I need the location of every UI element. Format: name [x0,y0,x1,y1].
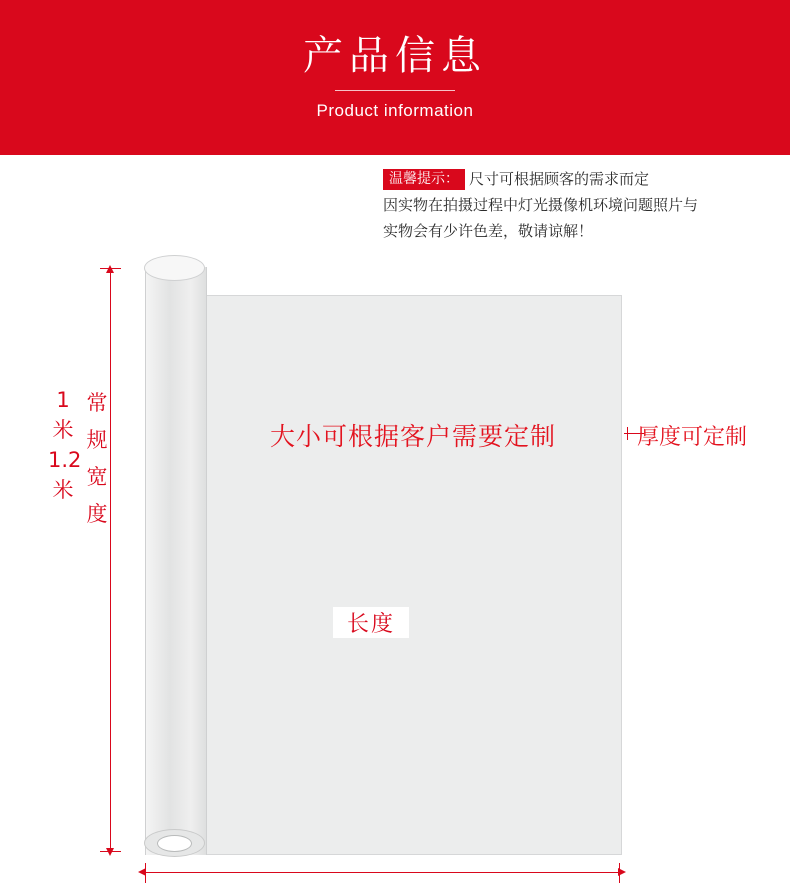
width-label-column [84,385,110,533]
thickness-label: 厚度可定制 [637,425,748,450]
width-line-4: 度 [86,502,108,526]
title-divider [335,90,455,91]
page-title: 产品信息 [303,33,487,79]
length-label: 长度 [333,607,409,638]
film-roll-top-ellipse [144,255,205,281]
length-arrow [145,872,619,873]
width-line-3: 宽 [86,465,108,489]
notice-line-2: 因实物在拍摄过程中灯光摄像机环境问题照片与 [383,196,699,214]
size-line-4: 米 [52,478,74,502]
height-cap-bottom [100,851,121,852]
notice-text-1: 尺寸可根据顾客的需求而定 [469,170,650,188]
film-sheet [200,295,622,855]
notice-tag: 温馨提示： [383,169,465,190]
thickness-tick-vertical [627,427,628,440]
size-label-column [48,385,82,505]
size-line-3: 1.2 [48,448,82,472]
size-line-2: 米 [52,418,74,442]
page-subtitle: Product information [316,101,474,120]
notice-block [383,166,783,244]
notice-line-3: 实物会有少许色差，敬请谅解！ [383,222,594,240]
product-diagram [0,255,790,655]
film-roll-body [145,267,207,855]
header-banner [0,0,790,155]
width-line-2: 规 [86,428,108,452]
width-line-1: 常 [86,391,108,415]
size-line-1: 1 [56,388,70,412]
custom-size-label: 大小可根据客户需要定制 [269,422,556,451]
film-roll-core [157,835,192,852]
notice-line-1 [383,166,783,192]
height-arrow [110,272,111,849]
